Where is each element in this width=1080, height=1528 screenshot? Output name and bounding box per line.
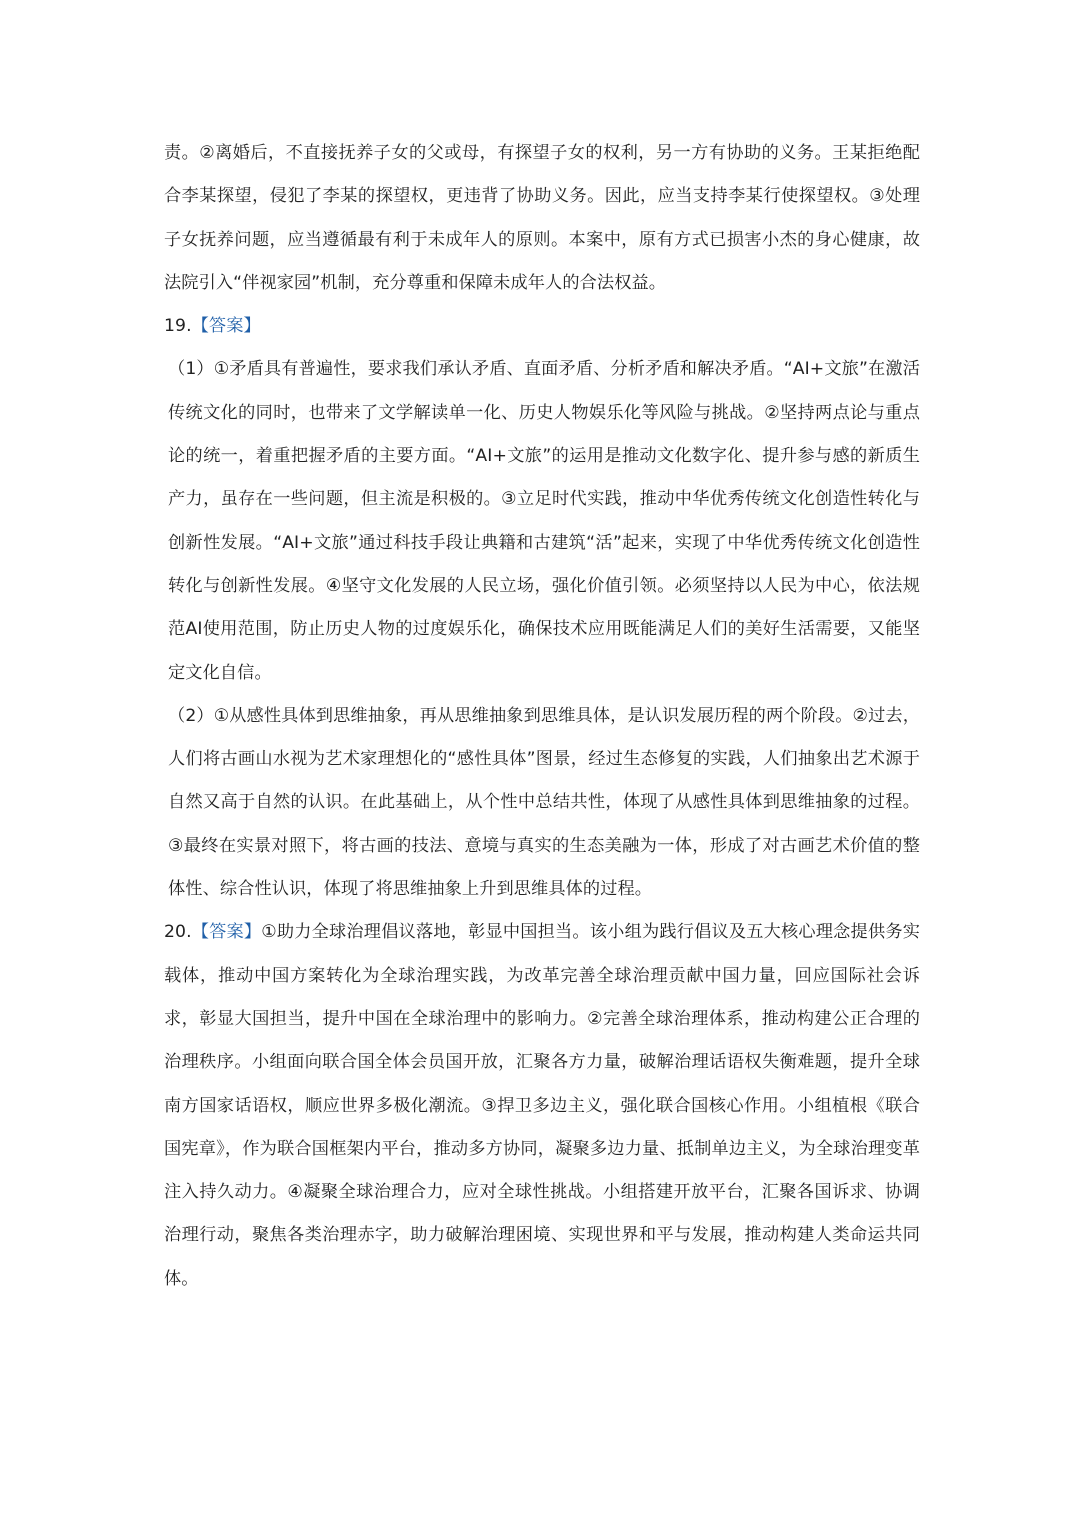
answer-18-continued (164, 132, 920, 305)
answer-tag-19: 【答案】 (191, 316, 261, 337)
answer-19-part-2-text: （2）①从感性具体到思维抽象，再从思维抽象到思维具体，是认识发展历程的两个阶段。②过去，人们将古画山水视为艺术家理想化的“感性具体”图景，经过生态修复的实践，人们抽象出艺术源于自然又高于自然的认识。在此基础上，从个性中总结共性，体现了从感性具体到思维抽象的过程。③最终在实景对照下，将古画的技法、意境与真实的生态美融为一体，形成了对古画艺术价值的整体性、综合性认识，体现了将思维抽象上升到思维具体的过程。 (168, 705, 920, 900)
answer-18-text: 责。②离婚后，不直接抚养子女的父或母，有探望子女的权利，另一方有协助的义务。王某拒绝配合李某探望，侵犯了李某的探望权，更违背了协助义务。因此，应当支持李某行使探望权。③处理子女抚养问题，应当遵循最有利于未成年人的原则。本案中，原有方式已损害小杰的身心健康，故法院引入“伴视家园”机制，充分尊重和保障未成年人的合法权益。 (164, 143, 920, 293)
answer-19-heading (164, 305, 920, 348)
answer-20-text: ①助力全球治理倡议落地，彰显中国担当。该小组为践行倡议及五大核心理念提供务实载体，推动中国方案转化为全球治理实践，为改革完善全球治理贡献中国力量，回应国际社会诉求，彰显大国担当，提升中国在全球治理中的影响力。②完善全球治理体系，推动构建公正合理的治理秩序。小组面向联合国全体会员国开放，汇聚各方力量，破解治理话语权失衡难题，提升全球南方国家话语权，顺应世界多极化潮流。③捍卫多边主义，强化联合国核心作用。小组植根《联合国宪章》，作为联合国框架内平台，推动多方协同，凝聚多边力量、抵制单边主义，为全球治理变革注入持久动力。④凝聚全球治理合力，应对全球性挑战。小组搭建开放平台，汇聚各国诉求、协调治理行动，聚焦各类治理赤字，助力破解治理困境、实现世界和平与发展，推动构建人类命运共同体。 (164, 922, 920, 1289)
answer-19-part-1-text: （1）①矛盾具有普遍性，要求我们承认矛盾、直面矛盾、分析矛盾和解决矛盾。“AI+文旅”在激活传统文化的同时，也带来了文学解读单一化、历史人物娱乐化等风险与挑战。②坚持两点论与重点论的统一，着重把握矛盾的主要方面。“AI+文旅”的运用是推动文化数字化、提升参与感的新质生产力，虽存在一些问题，但主流是积极的。③立足时代实践，推动中华优秀传统文化创造性转化与创新性发展。“AI+文旅”通过科技手段让典籍和古建筑“活”起来，实现了中华优秀传统文化创造性转化与创新性发展。④坚守文化发展的人民立场，强化价值引领。必须坚持以人民为中心，依法规范AI使用范围，防止历史人物的过度娱乐化，确保技术应用既能满足人们的美好生活需要，又能坚定文化自信。 (168, 359, 920, 683)
answer-19-part-2 (164, 695, 920, 911)
question-number-20: 20. (164, 922, 192, 943)
answer-tag-20: 【答案】 (191, 922, 262, 943)
question-number-19: 19. (164, 316, 192, 337)
answer-19-part-1 (164, 348, 920, 694)
answer-20 (164, 911, 920, 1301)
answer-content (164, 132, 920, 1301)
